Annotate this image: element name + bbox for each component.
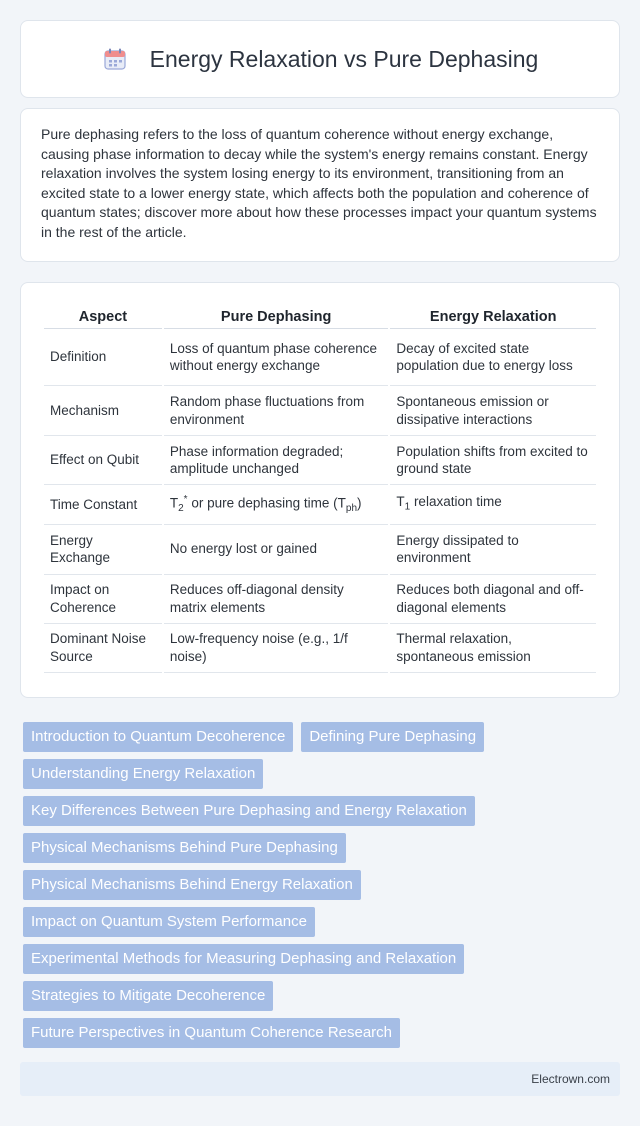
calendar-icon [102,46,128,72]
table-row [44,485,596,525]
cell-aspect: Effect on Qubit [44,436,162,485]
toc-link[interactable]: Physical Mechanisms Behind Pure Dephasing [23,833,346,863]
column-header-pure-dephasing: Pure Dephasing [164,303,389,329]
header-card [20,20,620,98]
cell-pure-dephasing: Loss of quantum phase coherence without energy exchange [164,329,389,386]
cell-energy-relaxation: Thermal relaxation, spontaneous emission [390,624,596,673]
cell-energy-relaxation: Spontaneous emission or dissipative interactions [390,386,596,436]
table-row [44,329,596,386]
cell-aspect: Impact on Coherence [44,575,162,624]
intro-card [20,108,620,262]
comparison-table-card [20,282,620,698]
cell-pure-dephasing: Random phase fluctuations from environment [164,386,389,436]
comparison-table [42,303,598,673]
cell-pure-dephasing: Reduces off-diagonal density matrix elements [164,575,389,624]
column-header-aspect: Aspect [44,303,162,329]
table-row [44,624,596,673]
cell-pure-dephasing: Phase information degraded; amplitude unchanged [164,436,389,485]
toc-link[interactable]: Defining Pure Dephasing [301,722,484,752]
toc-link[interactable]: Key Differences Between Pure Dephasing and Energy Relaxation [23,796,475,826]
footer-brand: Electrown.com [531,1072,610,1086]
cell-energy-relaxation: $T_1$ relaxation time [390,485,596,525]
toc-link[interactable]: Future Perspectives in Quantum Coherence Research [23,1018,400,1048]
toc-link[interactable]: Strategies to Mitigate Decoherence [23,981,273,1011]
cell-pure-dephasing: $T_2^*$ or pure dephasing time $(T_{ph})$ [164,485,389,525]
table-row [44,386,596,436]
cell-aspect: Definition [44,329,162,386]
footer [20,1062,620,1096]
cell-energy-relaxation: Decay of excited state population due to energy loss [390,329,596,386]
toc-link[interactable]: Experimental Methods for Measuring Dephasing and Relaxation [23,944,464,974]
column-header-energy-relaxation: Energy Relaxation [390,303,596,329]
intro-paragraph: Pure dephasing refers to the loss of quantum coherence without energy exchange, causing phase information to decay while the system's energy remains constant. Energy relaxation involves the system losing energy to its environment, transitioning from an excited state to a lower energy state, which affects both the population and coherence of quantum states; discover more about how these processes impact your quantum systems in the rest of the article. [41,126,597,240]
cell-energy-relaxation: Population shifts from excited to ground state [390,436,596,485]
toc-link[interactable]: Impact on Quantum System Performance [23,907,315,937]
cell-energy-relaxation: Reduces both diagonal and off-diagonal elements [390,575,596,624]
table-of-contents [23,722,603,1055]
cell-pure-dephasing: No energy lost or gained [164,525,389,575]
cell-aspect: Time Constant [44,485,162,525]
cell-aspect: Energy Exchange [44,525,162,575]
toc-link[interactable]: Understanding Energy Relaxation [23,759,263,789]
cell-energy-relaxation: Energy dissipated to environment [390,525,596,575]
cell-aspect: Mechanism [44,386,162,436]
table-row [44,436,596,485]
cell-pure-dephasing: Low-frequency noise (e.g., 1/f noise) [164,624,389,673]
table-row [44,575,596,624]
cell-aspect: Dominant Noise Source [44,624,162,673]
table-row [44,525,596,575]
toc-link[interactable]: Physical Mechanisms Behind Energy Relaxation [23,870,361,900]
page-title: Energy Relaxation vs Pure Dephasing [149,45,539,72]
toc-link[interactable]: Introduction to Quantum Decoherence [23,722,293,752]
